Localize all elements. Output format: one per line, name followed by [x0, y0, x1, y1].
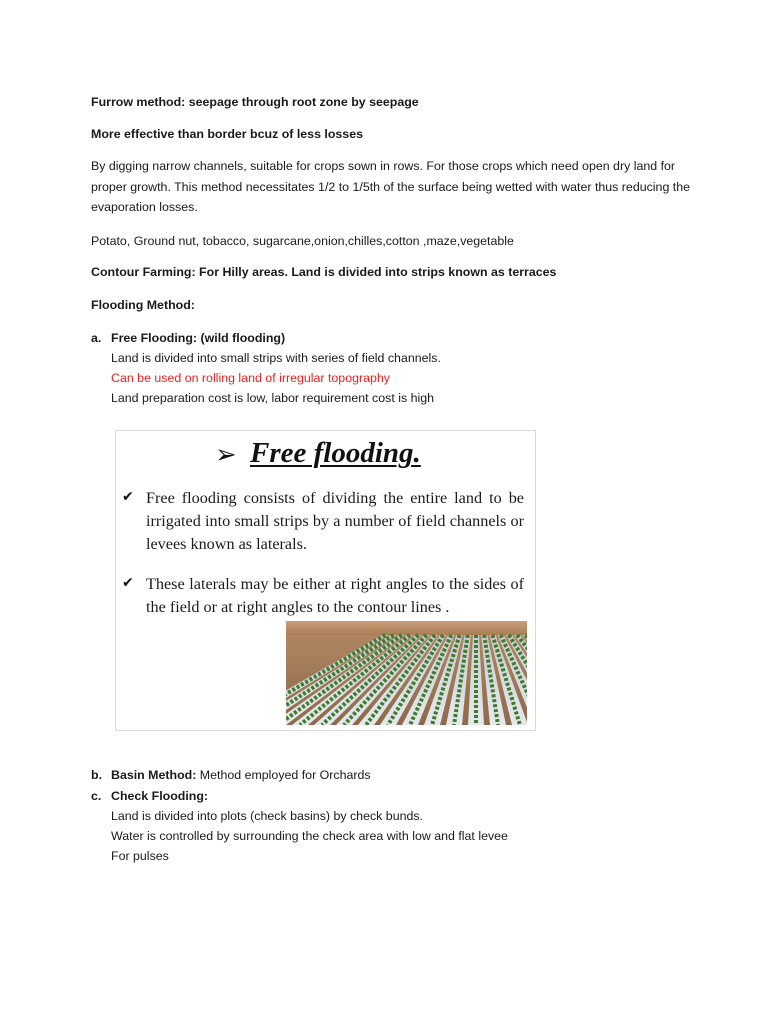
basin-method-title: Basin Method:: [111, 768, 197, 782]
furrow-description: By digging narrow channels, suitable for crops sown in rows. For those crops which need open dry land for proper growth. This method necessitates 1/2 to 1/5th of the surface being wetted with water thus reducing the evaporation losses.: [91, 159, 690, 214]
contour-heading: Contour Farming: For Hilly areas. Land is divided into strips known as terraces: [91, 265, 557, 279]
slide-bullet-1: Free flooding consists of dividing the entire land to be irrigated into small strips by a number of field channels or levees known as laterals.: [146, 489, 524, 553]
furrow-field-photo: [286, 621, 527, 725]
list-marker-b: b.: [91, 768, 103, 782]
free-flooding-item: [91, 328, 285, 349]
check-flooding-line-1: Land is divided into plots (check basins) by check bunds.: [111, 809, 424, 823]
basin-method-text: Method employed for Orchards: [196, 768, 371, 782]
free-flooding-title: Free Flooding: (wild flooding): [111, 331, 286, 345]
check-flooding-title: Check Flooding:: [111, 789, 209, 803]
list-marker-c: c.: [91, 789, 102, 803]
checkmark-icon: ✔: [122, 575, 134, 591]
check-flooding-line-2: Water is controlled by surrounding the check area with low and flat levee: [111, 829, 508, 843]
checkmark-icon: ✔: [122, 489, 134, 505]
arrow-bullet-icon: ➢: [215, 440, 237, 470]
furrow-crops: Potato, Ground nut, tobacco, sugarcane,onion,chilles,cotton ,maze,vegetable: [91, 234, 514, 248]
free-flooding-slide: [115, 430, 536, 731]
check-flooding-line-3: For pulses: [111, 849, 169, 863]
free-flooding-line-1: Land is divided into small strips with series of field channels.: [111, 351, 441, 365]
list-marker-a: a.: [91, 331, 102, 345]
check-flooding-item: [91, 786, 208, 807]
furrow-heading: Furrow method: seepage through root zone by seepage: [91, 95, 419, 109]
flooding-heading: Flooding Method:: [91, 298, 195, 312]
slide-title: Free flooding.: [250, 437, 421, 469]
basin-method-item: [91, 765, 371, 786]
free-flooding-highlight: Can be used on rolling land of irregular topography: [111, 371, 390, 385]
furrow-effectiveness: More effective than border bcuz of less losses: [91, 127, 363, 141]
free-flooding-line-3: Land preparation cost is low, labor requirement cost is high: [111, 391, 435, 405]
slide-bullet-2: These laterals may be either at right angles to the sides of the field or at right angles to the contour lines .: [146, 575, 524, 616]
